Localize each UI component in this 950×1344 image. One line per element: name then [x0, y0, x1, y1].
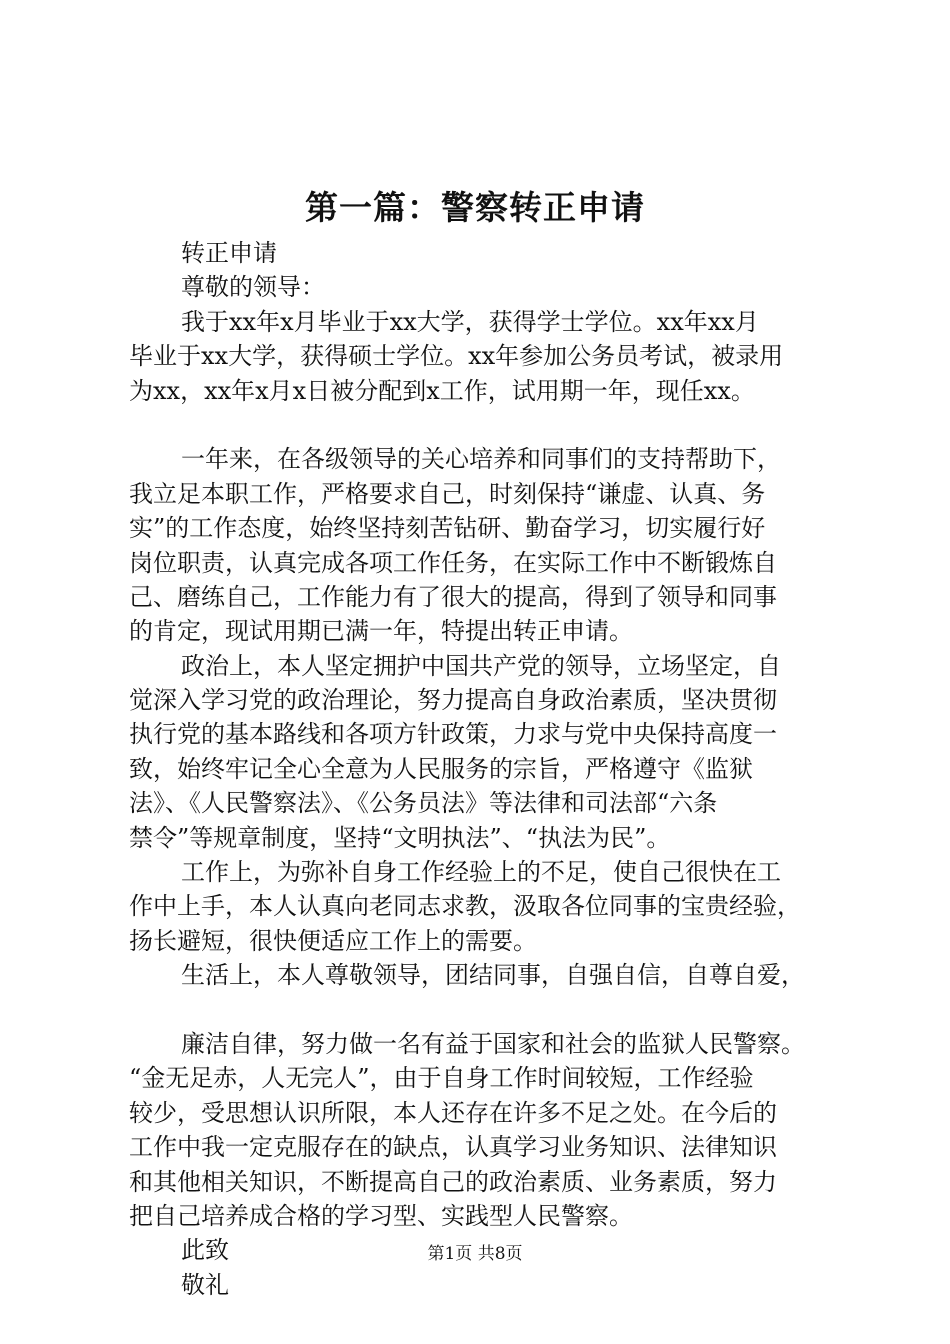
- text-line: 政治上，本人坚定拥护中国共产党的领导，立场坚定，自: [181, 651, 781, 680]
- text-line: 实”的工作态度，始终坚持刻苦钻研、勤奋学习，切实履行好: [129, 514, 766, 543]
- text-line: 和其他相关知识，不断提高自己的政治素质、业务素质，努力: [129, 1167, 777, 1196]
- text-line: 作中上手，本人认真向老同志求教，汲取各位同事的宝贵经验，: [129, 892, 801, 921]
- text-line: 法》、《人民警察法》、《公务员法》等法律和司法部“六条: [129, 789, 718, 818]
- closing-line: 敬礼: [181, 1270, 229, 1299]
- text-line: 较少，受思想认识所限，本人还存在许多不足之处。在今后的: [129, 1098, 777, 1127]
- text-line: 己、磨练自己，工作能力有了很大的提高，得到了领导和同事: [129, 582, 777, 611]
- text-line: 廉洁自律，努力做一名有益于国家和社会的监狱人民警察。: [181, 1029, 805, 1058]
- text-line: 工作上，为弥补自身工作经验上的不足，使自己很快在工: [181, 858, 781, 887]
- document-title: 第一篇：警察转正申请: [305, 188, 645, 227]
- text-line: 工作中我一定克服存在的缺点，认真学习业务知识、法律知识: [129, 1133, 777, 1162]
- closing-line: 此致: [181, 1236, 229, 1265]
- text-line: 觉深入学习党的政治理论，努力提高自身政治素质，坚决贯彻: [129, 686, 777, 715]
- text-line: 把自己培养成合格的学习型、实践型人民警察。: [129, 1201, 633, 1230]
- text-line: 扬长避短，很快便适应工作上的需要。: [129, 926, 537, 955]
- text-line: 禁令”等规章制度，坚持“文明执法”、“执法为民”。: [129, 823, 671, 852]
- text-line: 的肯定，现试用期已满一年，特提出转正申请。: [129, 617, 633, 646]
- text-line: 致，始终牢记全心全意为人民服务的宗旨，严格遵守《监狱: [129, 754, 753, 783]
- document-body: [129, 236, 829, 1302]
- text-line: 岗位职责，认真完成各项工作任务，在实际工作中不断锻炼自: [129, 548, 777, 577]
- text-line: 为xx，xx年x月x日被分配到x工作，试用期一年，现任xx。: [129, 376, 755, 405]
- text-line: 毕业于xx大学，获得硕士学位。xx年参加公务员考试，被录用: [129, 342, 784, 371]
- page-footer: 第1页 共8页: [427, 1244, 523, 1264]
- paragraph-gap: [129, 408, 829, 442]
- text-line: 我立足本职工作，严格要求自己，时刻保持“谦虚、认真、务: [129, 479, 766, 508]
- text-line: 我于xx年x月毕业于xx大学，获得学士学位。xx年xx月: [181, 307, 759, 336]
- text-line: “金无足赤，人无完人”，由于自身工作时间较短，工作经验: [129, 1064, 754, 1093]
- paragraph-gap: [129, 993, 829, 1027]
- text-line: 生活上，本人尊敬领导，团结同事，自强自信，自尊自爱，: [181, 961, 805, 990]
- text-line: 转正申请: [181, 239, 277, 267]
- text-line: 尊敬的领导：: [181, 273, 325, 302]
- text-line: 执行党的基本路线和各项方针政策，力求与党中央保持高度一: [129, 720, 777, 749]
- text-line: 一年来，在各级领导的关心培养和同事们的支持帮助下，: [181, 445, 781, 474]
